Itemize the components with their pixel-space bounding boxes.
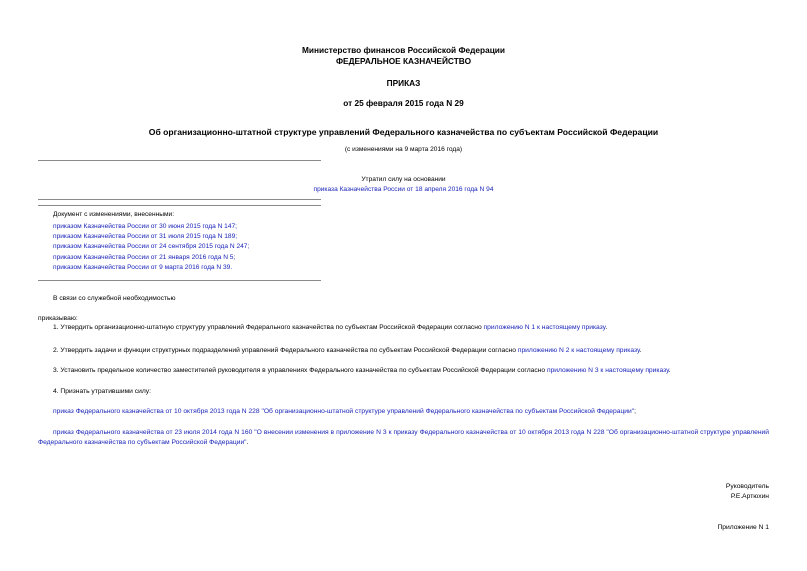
divider xyxy=(38,205,321,206)
divider xyxy=(38,160,321,161)
order-item-2: 2. Утвердить задачи и функции структурных подразделений управлений Федерального казначейства по субъектам Российской Федерации согласно приложению N 2 к настоящему приказу. xyxy=(53,347,642,354)
repealed-order-2: приказ Федерального казначейства от 23 июля 2014 года N 160 "О внесении изменения в приложение N 3 к приказу Федерального казначейства от 10 октября 2013 года N 228 "Об организационно-штатной структуре управлений Федерального казначейства по субъектам Российской Федерации". xyxy=(38,429,769,446)
amendments-label: Документ с изменениями, внесенными: xyxy=(53,211,175,218)
repealed-order-1: приказ Федерального казначейства от 10 октября 2013 года N 228 "Об организационно-штатной структуре управлений Федерального казначейства по субъектам Российской Федерации"; xyxy=(53,408,636,415)
order-item-text: 2. Утвердить задачи и функции структурных подразделений управлений Федерального казначейства по субъектам Российской Федерации согласно xyxy=(53,347,518,354)
amendment-link[interactable]: приказом Казначейства России от 24 сентября 2015 года N 247; xyxy=(53,243,250,250)
document-title: Об организационно-штатной структуре управлений Федерального казначейства по субъектам Российской Федерации xyxy=(148,127,659,137)
appendix-2-link[interactable]: приложению N 2 к настоящему приказу xyxy=(517,347,640,354)
appendix-3-link[interactable]: приложению N 3 к настоящему приказу xyxy=(546,367,669,374)
amendment-link[interactable]: приказом Казначейства России от 31 июля 2015 года N 189; xyxy=(53,233,238,240)
divider xyxy=(38,199,321,200)
order-item-1: 1. Утвердить организационно-штатную структуру управлений Федерального казначейства по субъектам Российской Федерации согласно приложению N 1 к настоящему приказу. xyxy=(53,324,608,331)
lost-force-label: Утратил силу на основании xyxy=(361,176,446,183)
amendment-link[interactable]: приказом Казначейства России от 9 марта 2016 года N 39. xyxy=(53,264,233,271)
order-item-text: 3. Установить предельное количество заместителей руководителя в управлениях Федерального казначейства по субъектам Российской Федерации согласно xyxy=(53,367,547,374)
amendment-link[interactable]: приказом Казначейства России от 21 января 2016 года N 5; xyxy=(53,254,236,261)
doc-type: ПРИКАЗ xyxy=(386,78,421,88)
order-item-3: 3. Установить предельное количество заместителей руководителя в управлениях Федерального казначейства по субъектам Российской Федерации согласно приложению N 3 к настоящему приказу. xyxy=(53,367,671,374)
order-item-4: 4. Признать утратившими силу: xyxy=(53,388,151,395)
order-word: приказываю: xyxy=(38,315,78,322)
repealed-order-2-link[interactable]: приказ Федерального казначейства от 23 июля 2014 года N 160 "О внесении изменения в приложение N 3 к приказу Федерального казначейства от 10 октября 2013 года N 228 "Об организационно-штатной структуре управлений Федерального казначейства по субъектам Российской Федерации" xyxy=(38,429,769,446)
intro-text: В связи со служебной необходимостью xyxy=(53,295,176,302)
amendment-link[interactable]: приказом Казначейства России от 30 июня 2015 года N 147; xyxy=(53,223,238,230)
doc-date-number: от 25 февраля 2015 года N 29 xyxy=(343,98,464,108)
repealed-order-1-link[interactable]: приказ Федерального казначейства от 10 октября 2013 года N 228 "Об организационно-штатной структуре управлений Федерального казначейства по субъектам Российской Федерации" xyxy=(53,408,635,415)
appendix-label: Приложение N 1 xyxy=(717,524,769,531)
signature-position: Руководитель xyxy=(725,483,769,490)
lost-force-link[interactable]: приказа Казначейства России от 18 апреля 2016 года N 94 xyxy=(313,186,494,193)
appendix-1-link[interactable]: приложению N 1 к настоящему приказу xyxy=(483,324,606,331)
order-item-text: 1. Утвердить организационно-штатную структуру управлений Федерального казначейства по субъектам Российской Федерации согласно xyxy=(53,324,484,331)
amended-note: (с изменениями на 9 марта 2016 года) xyxy=(344,146,463,153)
divider xyxy=(38,280,321,281)
signature-name: Р.Е.Артюхин xyxy=(730,493,769,500)
ministry-name: Министерство финансов Российской Федерации xyxy=(301,45,506,55)
treasury-name: ФЕДЕРАЛЬНОЕ КАЗНАЧЕЙСТВО xyxy=(335,56,472,66)
